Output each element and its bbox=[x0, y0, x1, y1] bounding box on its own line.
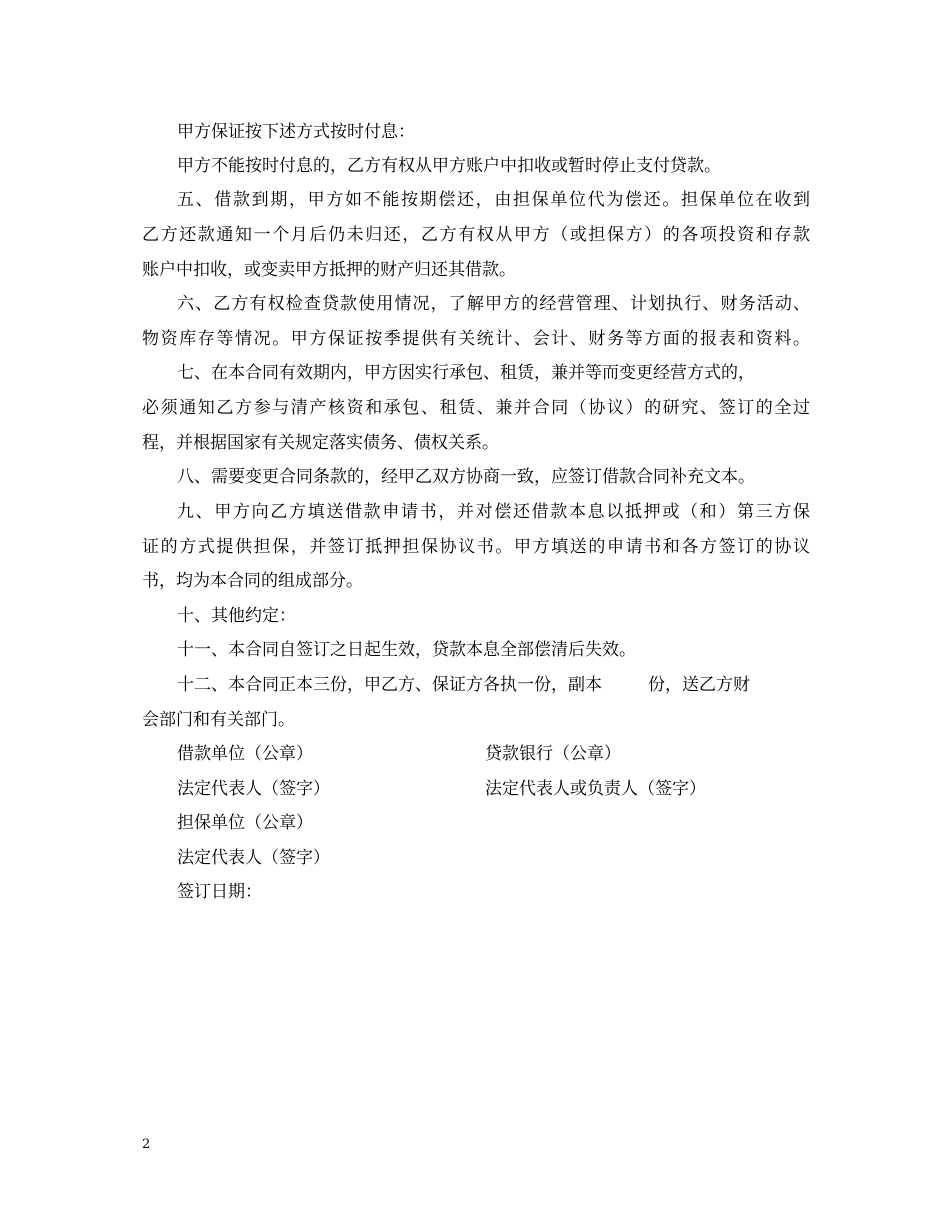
clause-7-line-1: 七、在本合同有效期内，甲方因实行承包、租赁，兼并等而变更经营方式的， bbox=[177, 363, 755, 383]
clause-5-line-3: 账户中扣收，或变卖甲方抵押的财产归还其借款。 bbox=[142, 260, 516, 280]
clause-7-line-2: 必须通知乙方参与清产核资和承包、租赁、兼并合同（协议）的研究、签订的全过 bbox=[142, 398, 810, 418]
paragraph-late-interest: 甲方不能按时付息的，乙方有权从甲方账户中扣收或暂时停止支付贷款。 bbox=[177, 156, 721, 176]
clause-5-line-1: 五、借款到期，甲方如不能按期偿还，由担保单位代为偿还。担保单位在收到 bbox=[177, 190, 810, 210]
clause-10: 十、其他约定： bbox=[177, 606, 296, 626]
clause-12-line-1 bbox=[177, 675, 750, 695]
clause-12-line-2: 会部门和有关部门。 bbox=[142, 710, 295, 730]
clause-11: 十一、本合同自签订之日起生效，贷款本息全部偿清后失效。 bbox=[177, 640, 636, 660]
clause-6-line-1: 六、乙方有权检查贷款使用情况，了解甲方的经营管理、计划执行、财务活动、 bbox=[177, 294, 810, 314]
guarantor-representative-signature: 法定代表人（签字） bbox=[177, 848, 330, 868]
guarantor-unit-seal: 担保单位（公章） bbox=[177, 813, 313, 833]
clause-12-text-a: 十二、本合同正本三份，甲乙方、保证方各执一份，副本 bbox=[177, 675, 602, 695]
sign-date: 签订日期： bbox=[177, 882, 262, 902]
clause-12-text-b: 份，送乙方财 bbox=[648, 675, 750, 695]
clause-5-line-2: 乙方还款通知一个月后仍未归还，乙方有权从甲方（或担保方）的各项投资和存款 bbox=[142, 225, 810, 245]
clause-9-line-1: 九、甲方向乙方填送借款申请书，并对偿还借款本息以抵押或（和）第三方保 bbox=[177, 502, 810, 522]
clause-9-line-3: 书，均为本合同的组成部分。 bbox=[142, 571, 363, 591]
clause-8: 八、需要变更合同条款的，经甲乙双方协商一致，应签订借款合同补充文本。 bbox=[177, 467, 755, 487]
lender-bank-seal: 贷款银行（公章） bbox=[485, 744, 621, 764]
borrower-unit-seal: 借款单位（公章） bbox=[177, 744, 313, 764]
borrower-representative-signature: 法定代表人（签字） bbox=[177, 779, 330, 799]
clause-9-line-2: 证的方式提供担保，并签订抵押担保协议书。甲方填送的申请书和各方签订的协议 bbox=[142, 537, 810, 557]
clause-7-line-3: 程，并根据国家有关规定落实债务、债权关系。 bbox=[142, 433, 499, 453]
paragraph-payment-method: 甲方保证按下述方式按时付息： bbox=[177, 122, 415, 142]
page-number: 2 bbox=[142, 1137, 151, 1152]
lender-representative-signature: 法定代表人或负责人（签字） bbox=[485, 779, 706, 799]
clause-6-line-2: 物资库存等情况。甲方保证按季提供有关统计、会计、财务等方面的报表和资料。 bbox=[142, 329, 810, 349]
